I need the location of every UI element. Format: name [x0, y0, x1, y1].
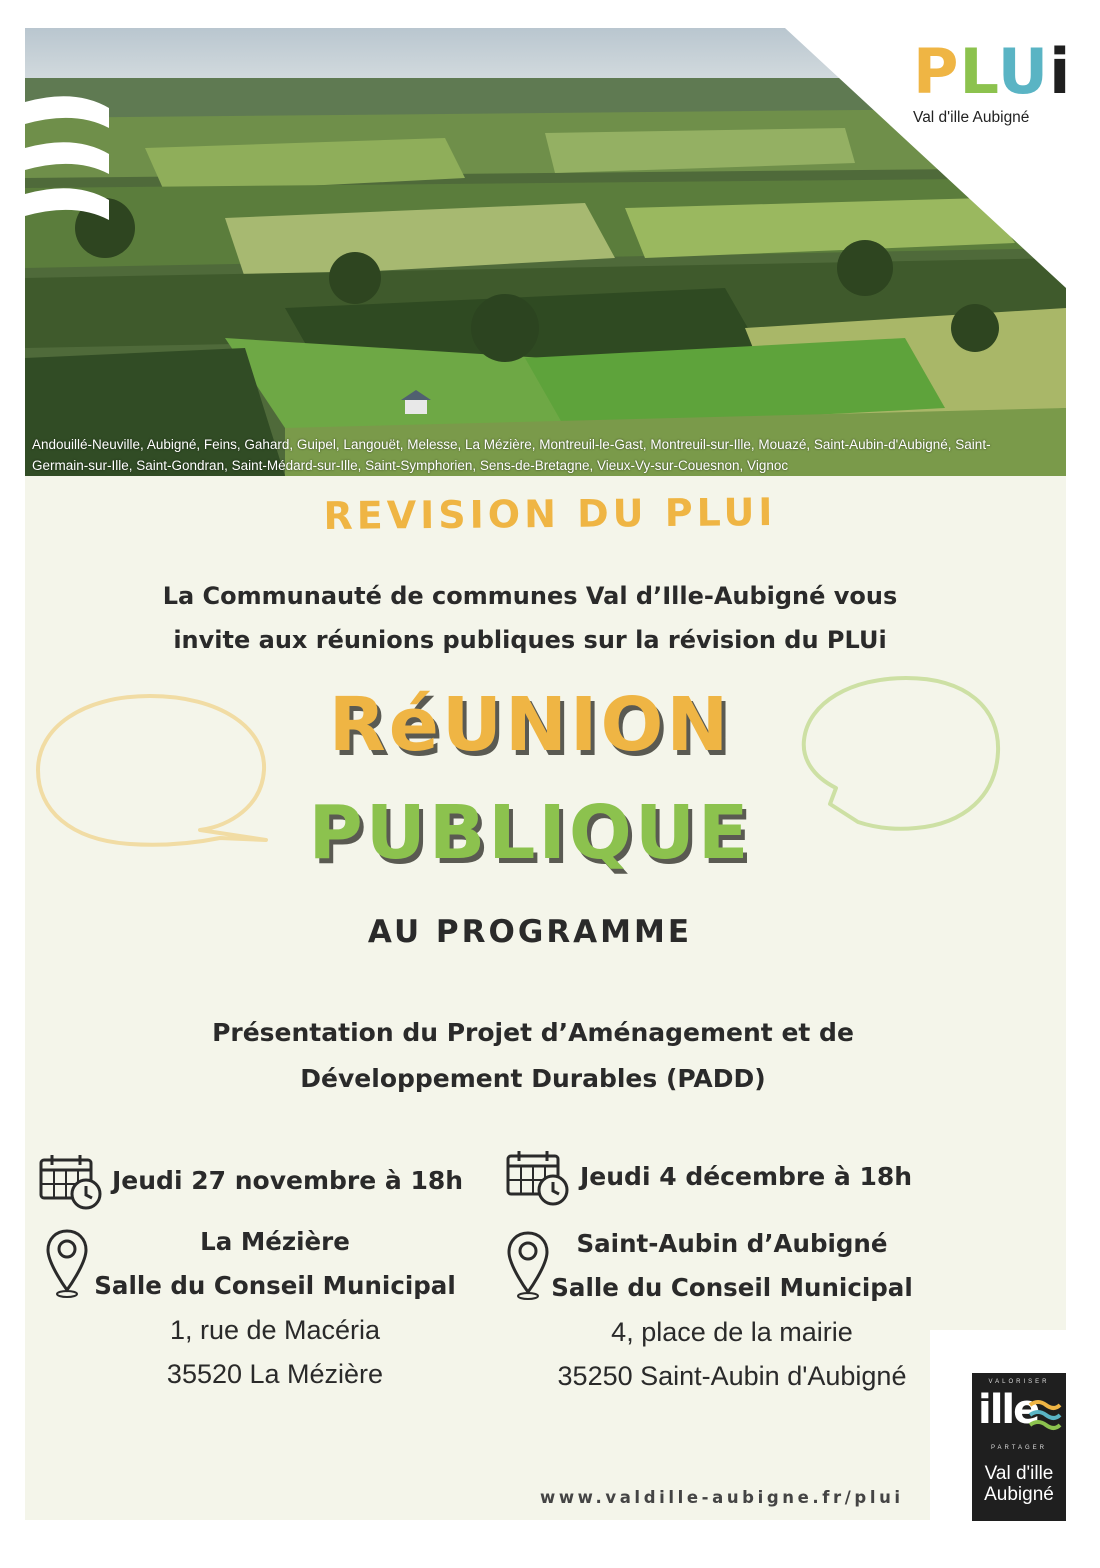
event-2-address	[520, 1310, 944, 1398]
programme-line-2: Développement Durables (PADD)	[300, 1064, 766, 1093]
programme-label: AU PROGRAMME	[367, 914, 693, 950]
website-url[interactable]: www.valdille-aubigne.fr/plui	[540, 1488, 904, 1507]
plui-letter-i: i	[1049, 35, 1072, 108]
logo-bottom-word: PARTAGER	[990, 1445, 1047, 1451]
intro-text	[0, 574, 1060, 662]
event-1-address	[80, 1308, 470, 1396]
intro-line-2: invite aux réunions publiques sur la révision du PLUi	[173, 626, 887, 654]
calendar-icon	[505, 1148, 571, 1208]
event-2-date: Jeudi 4 décembre à 18h	[580, 1162, 913, 1191]
event-1-town: La Mézière	[200, 1227, 350, 1256]
event-1-city: 35520 La Mézière	[166, 1359, 384, 1389]
calendar-icon	[38, 1152, 104, 1212]
plui-letter-p: P	[913, 35, 960, 108]
plui-logo	[905, 35, 1072, 136]
val-dille-aubigne-logo	[972, 1373, 1066, 1521]
event-1-date: Jeudi 27 novembre à 18h	[112, 1166, 464, 1195]
headline-publique: PUBLIQUE	[308, 790, 752, 876]
logo-waves-icon	[1028, 1399, 1062, 1433]
event-2-venue	[536, 1222, 928, 1310]
programme-description	[0, 1010, 1066, 1102]
plui-logo-subtitle: Val d'ille Aubigné	[913, 109, 1030, 126]
event-1-venue	[80, 1220, 470, 1308]
revision-title: REVISION DU PLUI	[323, 490, 777, 538]
plui-logo-wordmark	[913, 36, 1071, 108]
event-2-city: 35250 Saint-Aubin d'Aubigné	[557, 1361, 907, 1391]
plui-letter-l: L	[959, 35, 998, 108]
plui-letter-u: U	[997, 35, 1050, 108]
logo-name	[972, 1463, 1066, 1505]
logo-ille-mark: ille	[978, 1387, 1039, 1433]
logo-name-line-1: Val d'ille	[984, 1463, 1054, 1484]
event-2-hall: Salle du Conseil Municipal	[551, 1273, 913, 1302]
headline-reunion: RéUNION	[328, 682, 732, 768]
logo-top-word: VALORISER	[988, 1379, 1050, 1385]
logo-name-line-2: Aubigné	[984, 1484, 1054, 1505]
event-2-town: Saint-Aubin d’Aubigné	[576, 1229, 888, 1258]
communes-list: Andouillé-Neuville, Aubigné, Feins, Gahard, Guipel, Langouët, Melesse, La Mézière, Montreuil-le-Gast, Montreuil-sur-Ille, Mouazé, Saint-Aubin-d'Aubigné, Saint-Germain-sur-Ille, Saint-Gondran, Saint-Médard-sur-Ille, Saint-Symphorien, Sens-de-Bretagne, Vieux-Vy-sur-Couesnon, Vignoc	[32, 437, 991, 473]
intro-line-1: La Communauté de communes Val d’Ille-Aubigné vous	[162, 582, 898, 610]
event-1-hall: Salle du Conseil Municipal	[94, 1271, 456, 1300]
event-1-street: 1, rue de Macéria	[169, 1315, 381, 1345]
programme-line-1: Présentation du Projet d’Aménagement et de	[212, 1018, 854, 1047]
event-2-street: 4, place de la mairie	[611, 1317, 853, 1347]
